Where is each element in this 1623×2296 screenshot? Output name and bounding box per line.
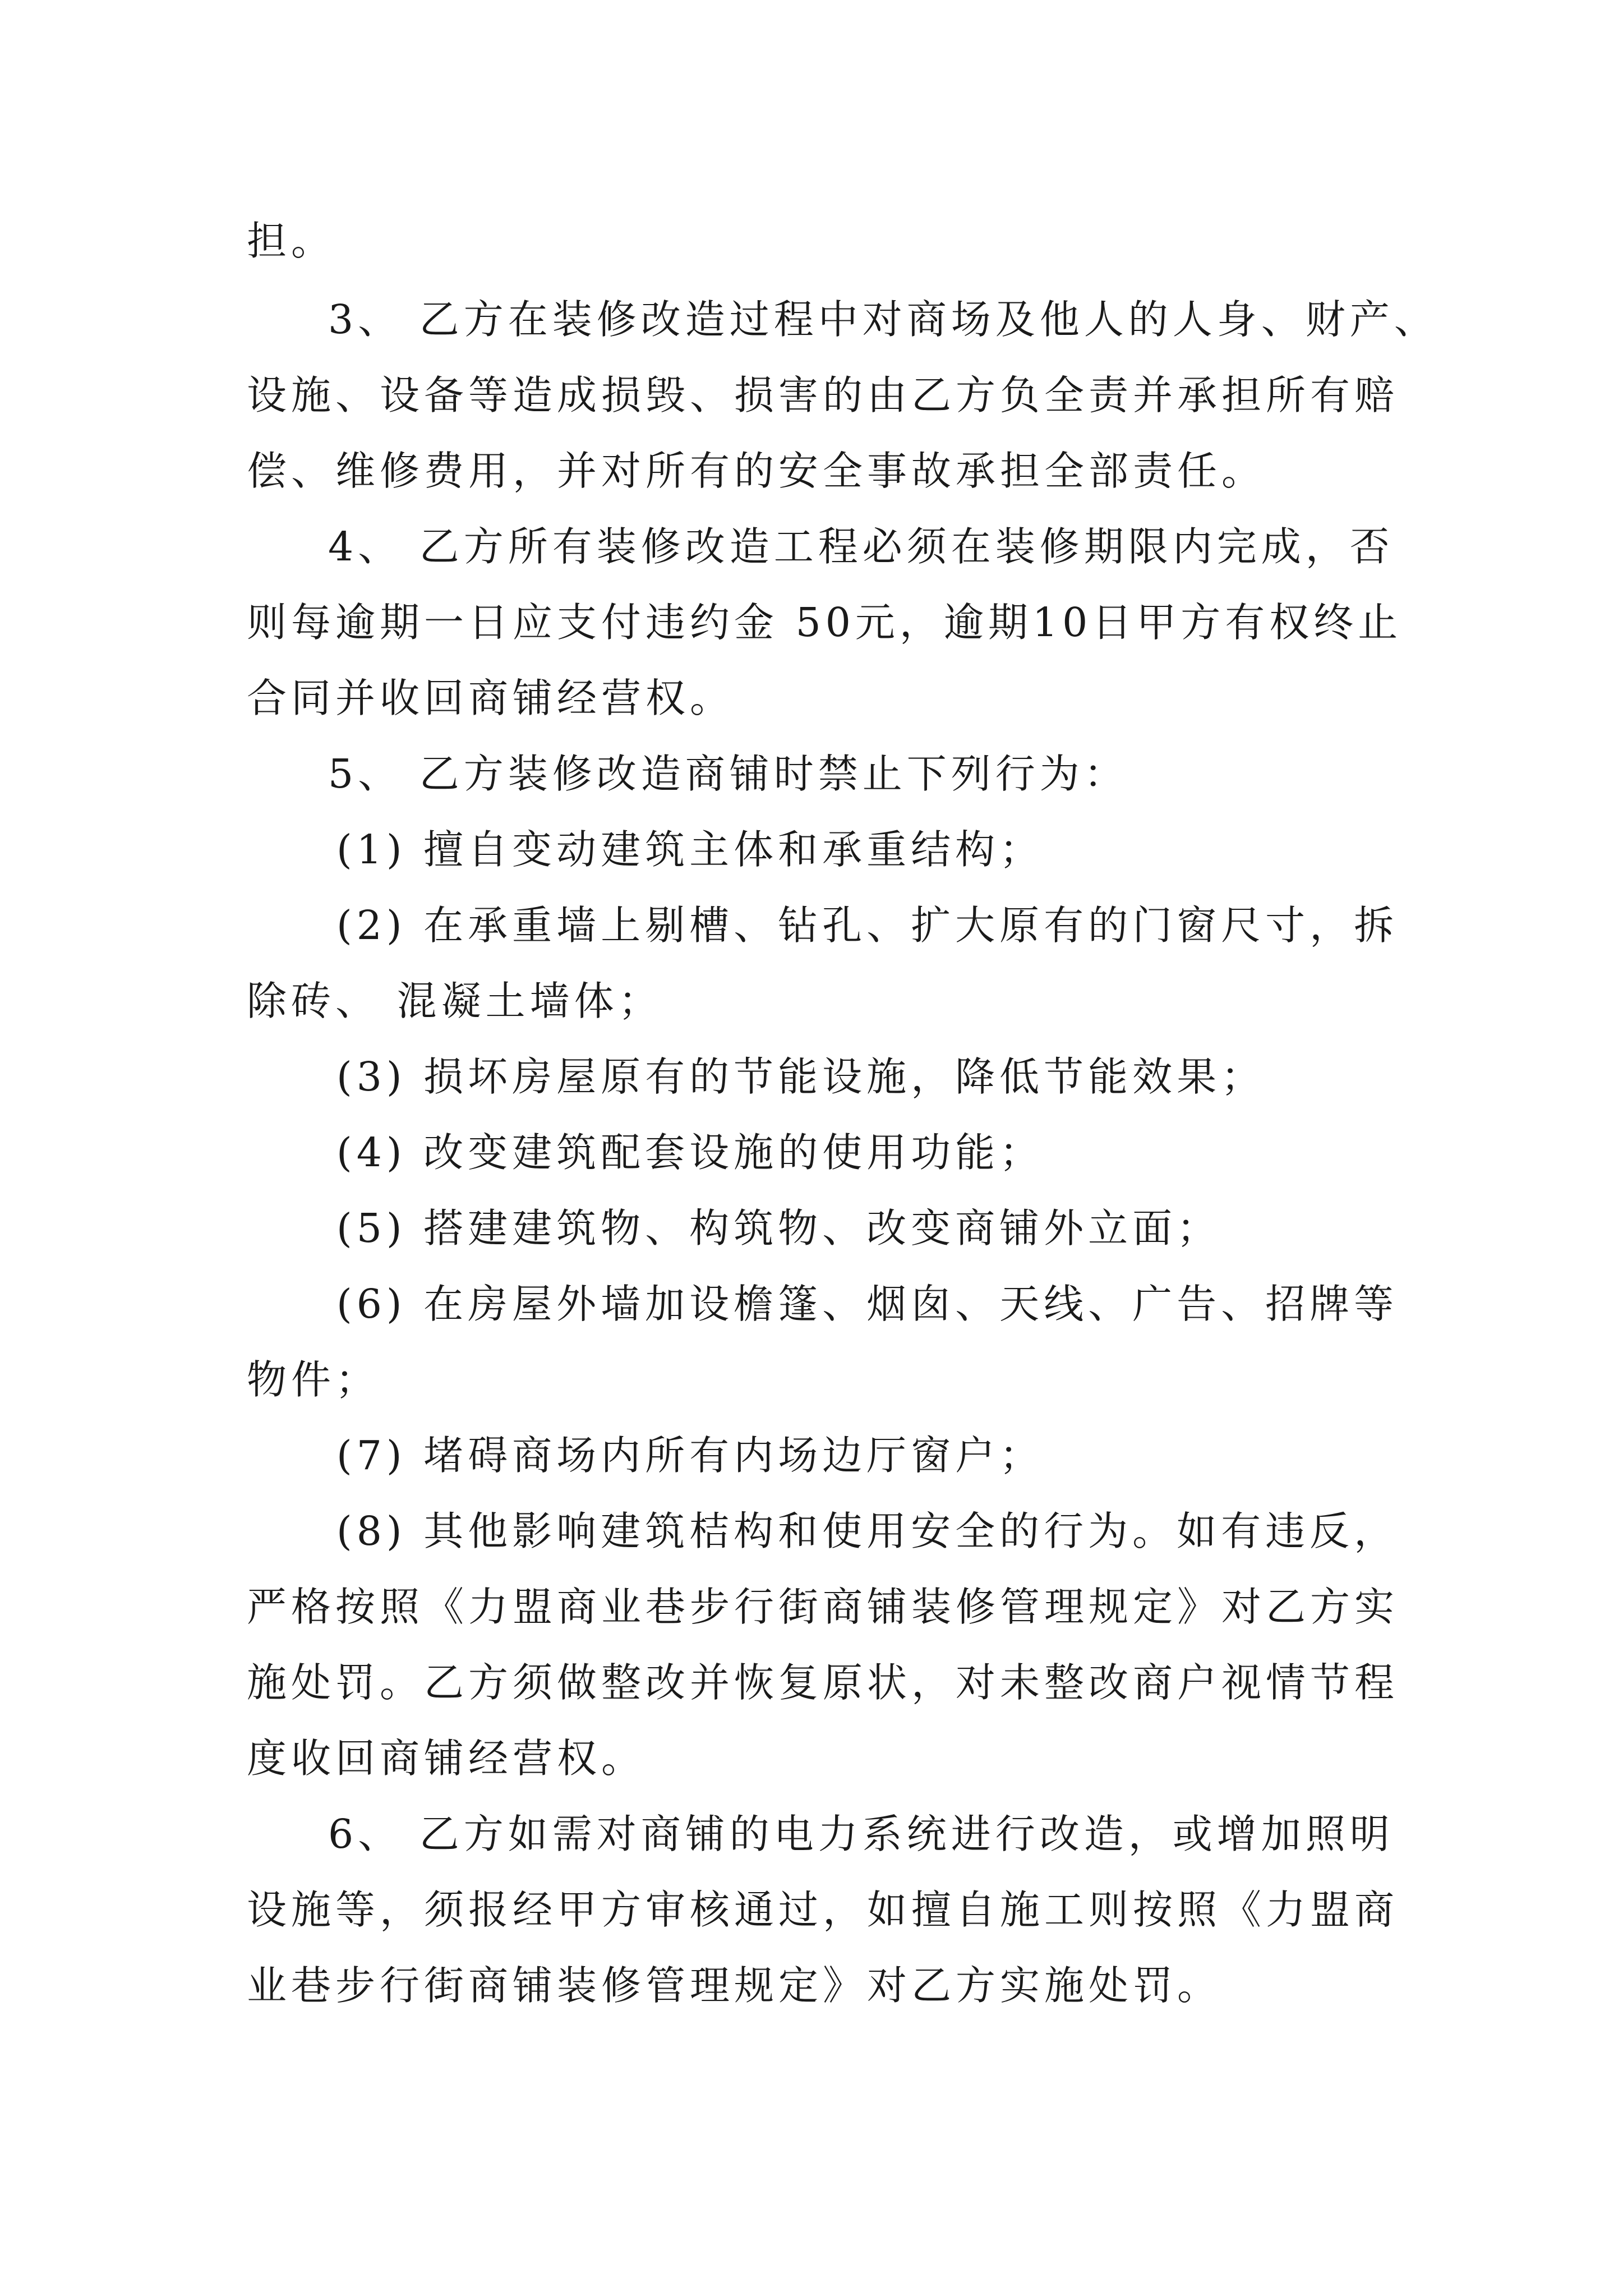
item-8: (8) 其他影响建筑桔构和使用安全的行为。如有违反， bbox=[336, 1508, 1399, 1554]
clause-6-line-1: 6、 乙方如需对商铺的电力系统进行改造，或增加照明 bbox=[328, 1811, 1394, 1857]
text-line: 合同并收回商铺经营权。 bbox=[247, 675, 735, 721]
item-6: (6) 在房屋外墙加设檐篷、烟囱、天线、广告、招牌等 bbox=[336, 1281, 1399, 1327]
item-4: (4) 改变建筑配套设施的使用功能； bbox=[336, 1129, 1044, 1176]
item-7: (7) 堵碍商场内所有内场边厅窗户； bbox=[336, 1432, 1044, 1479]
clause-3-line-1: 3、 乙方在装修改造过程中对商场及他人的人身、财产、 bbox=[328, 296, 1438, 343]
text-line: 则每逾期一日应支付违约金 50元，逾期10日甲方有权终止 bbox=[247, 599, 1403, 646]
item-2: (2) 在承重墙上剔槽、钻孔、扩大原有的门窗尺寸，拆 bbox=[336, 902, 1399, 949]
clause-4-line-1: 4、 乙方所有装修改造工程必须在装修期限内完成，否 bbox=[328, 523, 1394, 570]
text-line: 度收回商铺经营权。 bbox=[247, 1735, 646, 1782]
item-5: (5) 搭建建筑物、构筑物、改变商铺外立面； bbox=[336, 1205, 1221, 1251]
text-line: 业巷步行街商铺装修管理规定》对乙方实施处罚。 bbox=[247, 1962, 1222, 2009]
text-line: 施处罚。乙方须做整改并恢复原状，对未整改商户视情节程 bbox=[247, 1659, 1399, 1706]
item-3: (3) 损坏房屋原有的节能设施，降低节能效果； bbox=[336, 1053, 1266, 1100]
text-line: 设施、设备等造成损毁、损害的由乙方负全责并承担所有赔 bbox=[247, 372, 1399, 418]
clause-5-line-1: 5、 乙方装修改造商铺时禁止下列行为： bbox=[328, 751, 1128, 797]
item-1: (1) 擅自变动建筑主体和承重结构； bbox=[336, 826, 1044, 873]
text-line: 担。 bbox=[247, 218, 336, 264]
text-line: 除砖、 混凝土墙体； bbox=[247, 978, 663, 1024]
text-line: 偿、维修费用，并对所有的安全事故承担全部责任。 bbox=[247, 448, 1266, 494]
text-line: 物件； bbox=[247, 1356, 380, 1403]
text-line: 设施等，须报经甲方审核通过，如擅自施工则按照《力盟商 bbox=[247, 1887, 1399, 1933]
text-line: 严格按照《力盟商业巷步行街商铺装修管理规定》对乙方实 bbox=[247, 1584, 1399, 1630]
